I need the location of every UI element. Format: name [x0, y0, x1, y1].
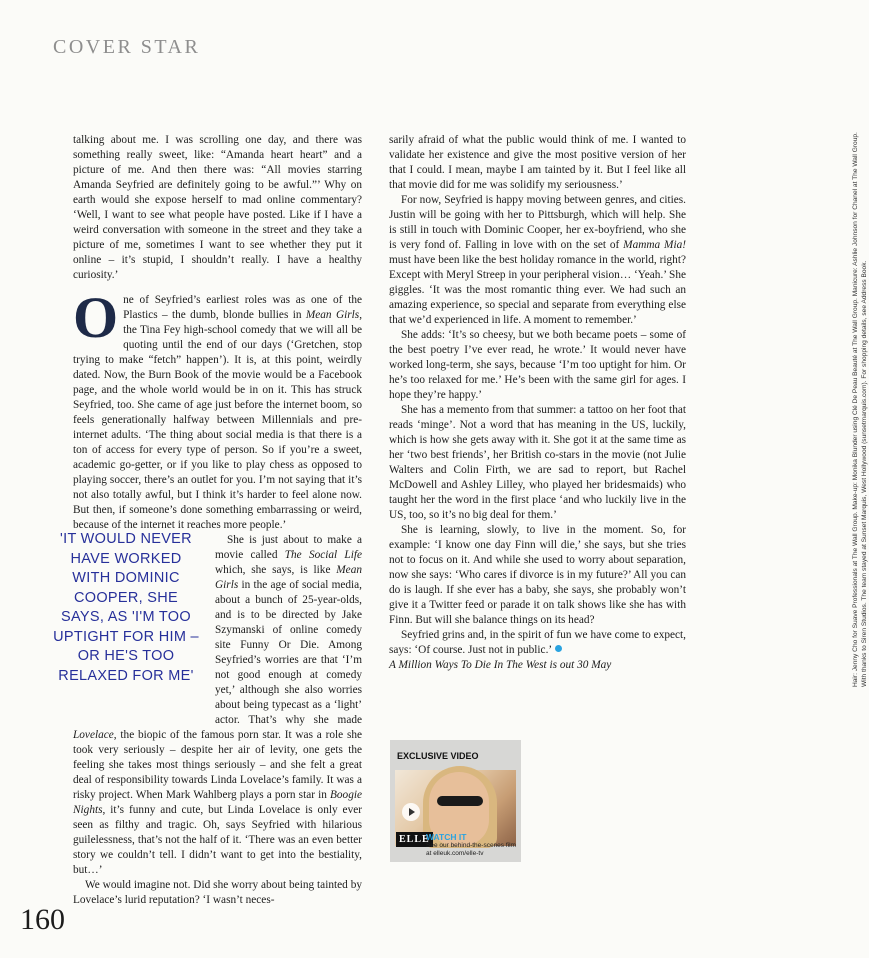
paragraph: She has a memento from that summer: a tattoo on her foot that reads ‘minge’. Not a word that has meaning in the US, luckily, which is how she gets away with it. She got it at the same time as her ‘two best friends’, her British co-stars in the movie (not Julie Walters and Colin Firth, we are sad to report, but Rachel McDowell and Ashley Lilley, who played her bridesmaids) who taught her the word in the first place ‘and who luckily live in the US, too, so it’s no big deal for them.’ — [389, 404, 686, 521]
paragraph: Seyfried grins and, in the spirit of fun we have come to expect, says: ‘Of course. Just not in public.’ — [389, 629, 686, 656]
right-column — [389, 133, 686, 673]
page-number: 160 — [20, 903, 65, 936]
video-description: See our behind-the-scenes film at elleuk.com/elle-tv — [426, 842, 516, 857]
paragraph: She is just about to make a movie called The Social Life which, she says, is like Mean Girls in the age of social media, about a bunch of 25-year-olds, and is to be directed by Jake Szymanski of online comedy site Funny Or Die. Among Seyfried’s worries are that ‘I’m not good enough at comedy yet,’ although she also worries about being typecast as a ‘light’ actor. That’s why she made Lovelace, the biopic of the famous porn star. It was a role she took very seriously – despite her air of levity, one gets the feeling she takes most things seriously – and she felt a great deal of responsibility towards Linda Lovelace’s family. It was a risky project. When Mark Wahlberg plays a porn star in Boogie Nights, it’s funny and cute, but Linda Lovelace is only ever seen as filthy and tragic. Oh, says Seyfried with hilarious guilelessness, that’s not the half of it. ‘There was an even better story we couldn’t tell. I didn’t want to get into the bestiality, but…’ — [73, 534, 363, 876]
photo-credits: Hair: Jenny Cho for Suave Professionals at The Wall Group. Make-up: Monika Blunder using Clé De Peau Beauté at The Wall Group. Manicure: Ashlie Johnson for Chanel at The Wall Group. With thanks to Siren Studios. The team stayed at Sunset Marquis, West Hollywood (sunsetmarquis.com). For shopping details, see Address Book. — [852, 132, 868, 687]
play-icon[interactable] — [402, 803, 420, 821]
paragraph: She is learning, slowly, to live in the moment. So, for example: ‘I know one day Finn will die,’ she says, but she tries not to focus on it. And while she used to worry about separation, now she says: ‘Who cares if divorce is in my future?’ All you can do is laugh. If she ever has a baby, she says, she probably won’t give it a Twitter feed or parade it on talk shows like she has with Finn. But will she balance things on its head? — [389, 524, 686, 626]
exclusive-video-box[interactable] — [390, 740, 521, 862]
sunglasses-graphic — [437, 796, 483, 806]
paragraph: One of Seyfried’s earliest roles was as one of the Plastics – the dumb, blonde bullies in Mean Girls, the Tina Fey high-school comedy that we will all be quoting until the end of our days (‘Gretchen, stop trying to make “fetch” happen’). It is, at this point, weirdly dated. Now, the Burn Book of the movie would be a Facebook page, and the whole world would be in on it. This has struck Seyfried, too. She came of age just before the internet boom, so feels generationally halfway between Millennials and pre-internet adults. ‘The thing about social media is that there is a ton of access for every type of person. So if you’re a sweet, academic go-getter, or if you like to play chess as opposed to playing soccer, there’s an outlet for you. I’m not saying that it’s not also totally awful, but I think it’s harder to feel alone now. But then, if someone’s done something embarrassing or weird, because of the internet it reaches more people.’ — [73, 285, 363, 531]
paragraph: For now, Seyfried is happy moving between genres, and cities. Justin will be going with her to Pittsburgh, which will help. She is still in touch with Dominic Cooper, her ex-boyfriend, who she is very fond of. Falling in love with on the set of Mamma Mia! must have been like the best holiday romance in the world, right? Except with Meryl Streep in your peripheral vision… ‘Yeah.’ She giggles. ‘It was the most romantic thing ever. We had such an amazing experience, so special and separate from everything else that we’d experienced in life. A moment to remember.’ — [389, 194, 686, 326]
drop-cap: O — [73, 285, 119, 350]
paragraph: We would imagine not. Did she worry about being tainted by Lovelace’s lurid reputation? ‘I wasn’t neces- — [73, 879, 362, 906]
paragraph: sarily afraid of what the public would think of me. I wanted to validate her existence and give the most positive version of her that I could. I mean, maybe I am tainted by it. But I feel like all that movie did for me was solidify my seriousness.’ — [389, 134, 686, 191]
watch-it-link[interactable]: WATCH IT — [426, 832, 467, 842]
paragraph: She adds: ‘It’s so cheesy, but we both became poets – some of the best poetry I’ve ever read, he wrote.’ It would never have worked long-term, she says, because ‘I’m too uptight for him. Or he’s too relaxed for me.’ He’s been with the same girl for ages. I hope they’re happy.’ — [389, 329, 686, 401]
end-mark-icon — [555, 645, 562, 652]
paragraph: talking about me. I was scrolling one day, and there was something really sweet, like: “Amanda heart heart” and a picture of me. And then there was: “All movies starring Amanda Seyfried are definitely going to be awful.”’ Why on earth would she expose herself to mad online commentary? ‘Well, I want to see what people have posted. Like if I have a weird conversation with someone in the street and they take a picture of me, sometimes I want to see whether they put it online – it’s stupid, I shouldn’t really. I have a healthy curiosity.’ — [73, 134, 362, 281]
video-title: EXCLUSIVE VIDEO — [397, 751, 479, 761]
left-column — [73, 133, 362, 908]
section-label: COVER STAR — [53, 36, 201, 58]
elle-logo: ELLE — [396, 832, 433, 847]
pull-quote: 'IT WOULD NEVER HAVE WORKED WITH DOMINIC COOPER, SHE SAYS, AS 'I'M TOO UPTIGHT FOR HIM – OR HE'S TOO RELAXED FOR ME' — [53, 531, 199, 684]
release-credit: A Million Ways To Die In The West is out 30 May — [389, 659, 612, 671]
